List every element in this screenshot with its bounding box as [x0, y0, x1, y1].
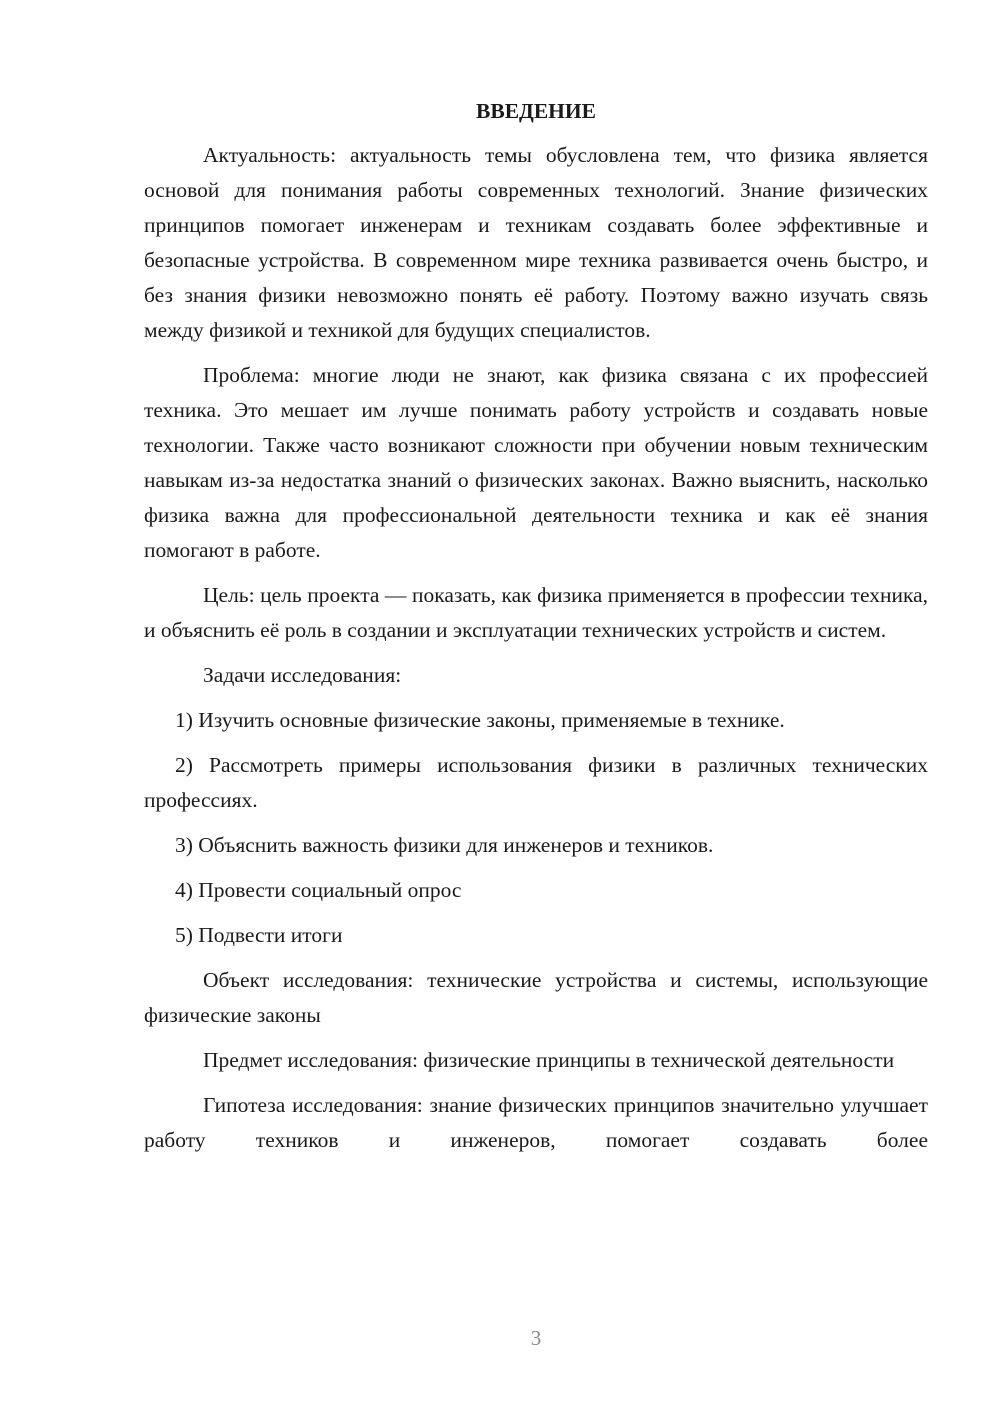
- paragraph-problem: Проблема: многие люди не знают, как физика связана с их профессией техника. Это мешает им лучше понимать работу устройств и создавать новые технологии. Также часто возникают сложности при обучении новым техническим навыкам из-за недостатка знаний о физических законах. Важно выяснить, насколько физика важна для профессиональной деятельности техника и как её знания помогают в работе.: [144, 363, 928, 562]
- task-item: 5) Подвести итоги: [175, 923, 343, 947]
- paragraph-object: Объект исследования: технические устройства и системы, использующие физические законы: [144, 968, 928, 1027]
- paragraph-tasks-intro: Задачи исследования:: [203, 663, 402, 687]
- task-item: 4) Провести социальный опрос: [175, 878, 462, 902]
- task-item: 1) Изучить основные физические законы, применяемые в технике.: [175, 708, 785, 732]
- page-title: ВВЕДЕНИЕ: [476, 99, 596, 123]
- task-item: 3) Объяснить важность физики для инженеров и техников.: [175, 833, 714, 857]
- page-number: 3: [530, 1326, 542, 1350]
- paragraph-subject: Предмет исследования: физические принципы в технической деятельности: [203, 1048, 895, 1072]
- document-page: [144, 96, 928, 1168]
- paragraph-hypothesis: Гипотеза исследования: знание физических принципов значительно улучшает работу техников и инженеров, помогает создавать более: [144, 1093, 928, 1152]
- paragraph-goal: Цель: цель проекта — показать, как физика применяется в профессии техника, и объяснить её роль в создании и эксплуатации технических устройств и систем.: [144, 583, 928, 642]
- paragraph-relevance: Актуальность: актуальность темы обусловлена тем, что физика является основой для понимания работы современных технологий. Знание физических принципов помогает инженерам и техникам создавать более эффективные и безопасные устройства. В современном мире техника развивается очень быстро, и без знания физики невозможно понять её работу. Поэтому важно изучать связь между физикой и техникой для будущих специалистов.: [144, 143, 928, 342]
- task-item: 2) Рассмотреть примеры использования физики в различных технических профессиях.: [144, 753, 928, 812]
